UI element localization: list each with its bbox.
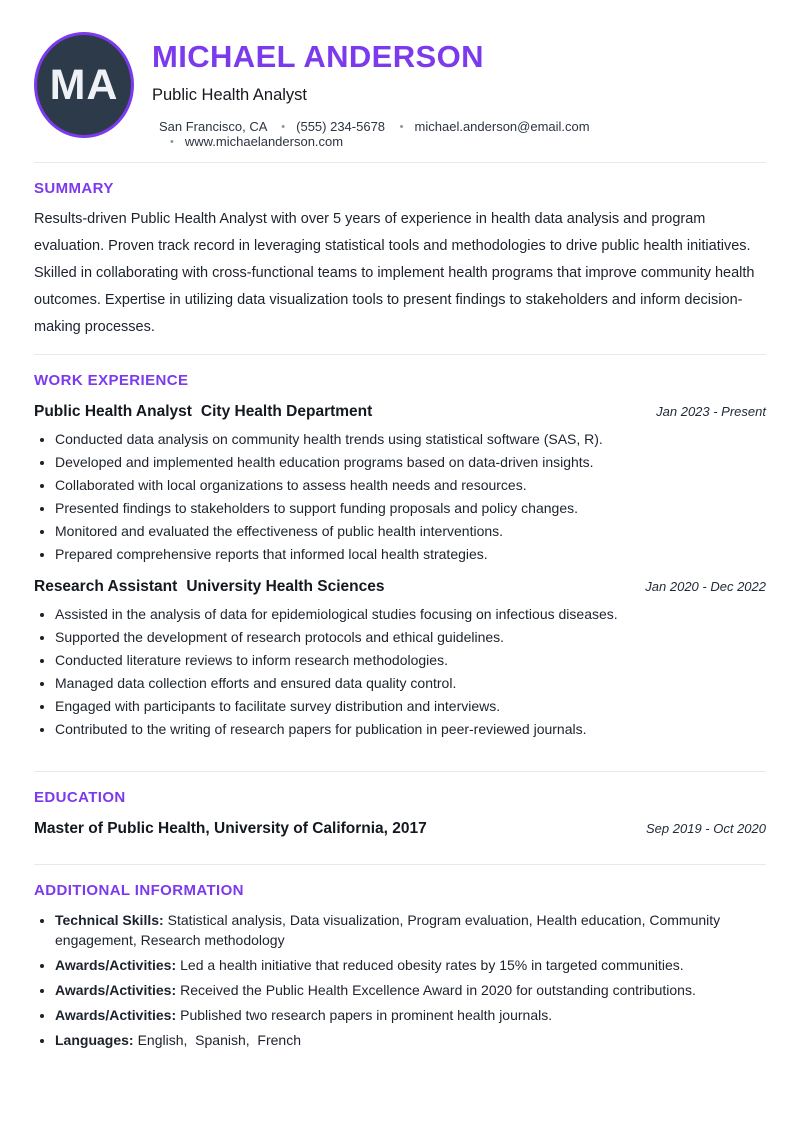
additional-information-heading: ADDITIONAL INFORMATION <box>34 882 244 899</box>
job-list <box>34 403 766 739</box>
avatar <box>34 32 134 138</box>
education-entry <box>34 820 766 838</box>
resume-header <box>34 32 766 149</box>
job-title-line <box>34 403 372 421</box>
education-degree: Master of Public Health, University of California, 2017 <box>34 820 427 837</box>
contact-item <box>389 119 590 134</box>
additional-item <box>55 980 766 1000</box>
education-entries <box>34 820 766 838</box>
job-bullet-item: • Presented findings to stakeholders to support funding proposals and policy changes. <box>55 498 766 518</box>
job-bullet-item: • Contributed to the writing of research papers for publication in peer-reviewed journals. <box>55 719 766 739</box>
contact-item <box>270 119 385 134</box>
job-bullet-item: • Developed and implemented health education programs based on data-driven insights. <box>55 452 766 472</box>
section-divider <box>34 864 766 865</box>
job-bullet-item: • Assisted in the analysis of data for epidemiological studies focusing on infectious diseases. <box>55 604 766 624</box>
job-bullet-item: • Monitored and evaluated the effectiveness of public health interventions. <box>55 521 766 541</box>
job-company: University Health Sciences <box>186 578 385 595</box>
job-bullet-item: • Conducted data analysis on community health trends using statistical software (SAS, R). <box>55 429 766 449</box>
work-experience-heading: WORK EXPERIENCE <box>34 372 189 389</box>
job-bullet-item: • Supported the development of research protocols and ethical guidelines. <box>55 627 766 647</box>
job-title-line <box>34 578 384 596</box>
additional-item-list <box>34 910 766 1050</box>
job-company: City Health Department <box>200 403 373 420</box>
additional-item-text: Published two research papers in prominent health journals. <box>180 1007 553 1023</box>
additional-item-text: English, Spanish, French <box>137 1032 301 1048</box>
additional-item-text: Statistical analysis, Data visualization, Program evaluation, Health education, Community engagement, Research methodology <box>55 912 725 948</box>
education-heading: EDUCATION <box>34 789 126 806</box>
page-title: MICHAEL ANDERSON <box>152 39 484 74</box>
job-dates: Jan 2020 - Dec 2022 <box>645 579 766 594</box>
header-job-title: Public Health Analyst <box>152 86 308 104</box>
contact-item <box>159 134 343 149</box>
job-bullet-item: • Conducted literature reviews to inform research methodologies. <box>55 650 766 670</box>
job-bullet-item: • Managed data collection efforts and ensured data quality control. <box>55 673 766 693</box>
additional-item-text: Led a health initiative that reduced obesity rates by 15% in targeted communities. <box>180 957 684 973</box>
job-header-row <box>34 578 766 596</box>
additional-item-label: Awards/Activities: <box>55 982 177 998</box>
job-bullet-list <box>34 429 766 564</box>
contact-separator: • <box>281 121 286 133</box>
additional-item-label: Awards/Activities: <box>55 1007 177 1023</box>
contact-separator: • <box>170 136 174 148</box>
section-divider <box>34 354 766 355</box>
additional-item <box>55 910 766 950</box>
additional-item-label: Technical Skills: <box>55 912 164 928</box>
summary-text: Results-driven Public Health Analyst with over 5 years of experience in health data analysis and program evaluation. Proven track record in leveraging statistical tools and methodologies to drive public health initiatives. Skilled in collaborating with cross-functional teams to implement health programs that improve community health outcomes. Expertise in utilizing data visualization tools to present findings to stakeholders and inform decision-making processes. <box>34 211 755 335</box>
job-header-row <box>34 403 766 421</box>
contact-value: www.michaelanderson.com <box>184 134 344 149</box>
additional-item-label: Languages: <box>55 1032 134 1048</box>
job-dates: Jan 2023 - Present <box>656 404 766 419</box>
contact-item <box>159 119 267 134</box>
education-dates: Sep 2019 - Oct 2020 <box>646 821 766 836</box>
header-text <box>152 32 766 149</box>
contact-value: San Francisco, CA <box>159 119 267 134</box>
contact-separator: • <box>399 121 404 133</box>
summary-section <box>34 180 766 341</box>
additional-item <box>55 955 766 975</box>
additional-item-label: Awards/Activities: <box>55 957 177 973</box>
additional-item <box>55 1005 766 1025</box>
additional-information-section <box>34 882 766 1050</box>
job-bullet-item: • Collaborated with local organizations to assess health needs and resources. <box>55 475 766 495</box>
job-entry <box>34 403 766 564</box>
summary-heading: SUMMARY <box>34 180 114 197</box>
section-divider <box>34 162 766 163</box>
job-title: Public Health Analyst <box>34 403 192 420</box>
avatar-initials: MA <box>49 60 119 109</box>
contact-info <box>152 119 766 149</box>
additional-item-text: Received the Public Health Excellence Award in 2020 for outstanding contributions. <box>180 982 696 998</box>
job-title: Research Assistant <box>34 578 178 595</box>
contact-value: michael.anderson@email.com <box>414 119 590 134</box>
job-bullet-item: • Prepared comprehensive reports that informed local health strategies. <box>55 544 766 564</box>
work-experience-section <box>34 372 766 739</box>
job-bullet-item: • Engaged with participants to facilitate survey distribution and interviews. <box>55 696 766 716</box>
job-bullet-list <box>34 604 766 739</box>
job-entry <box>34 578 766 739</box>
section-divider <box>34 771 766 772</box>
contact-value: (555) 234-5678 <box>296 119 386 134</box>
education-section <box>34 789 766 838</box>
additional-item <box>55 1030 766 1050</box>
